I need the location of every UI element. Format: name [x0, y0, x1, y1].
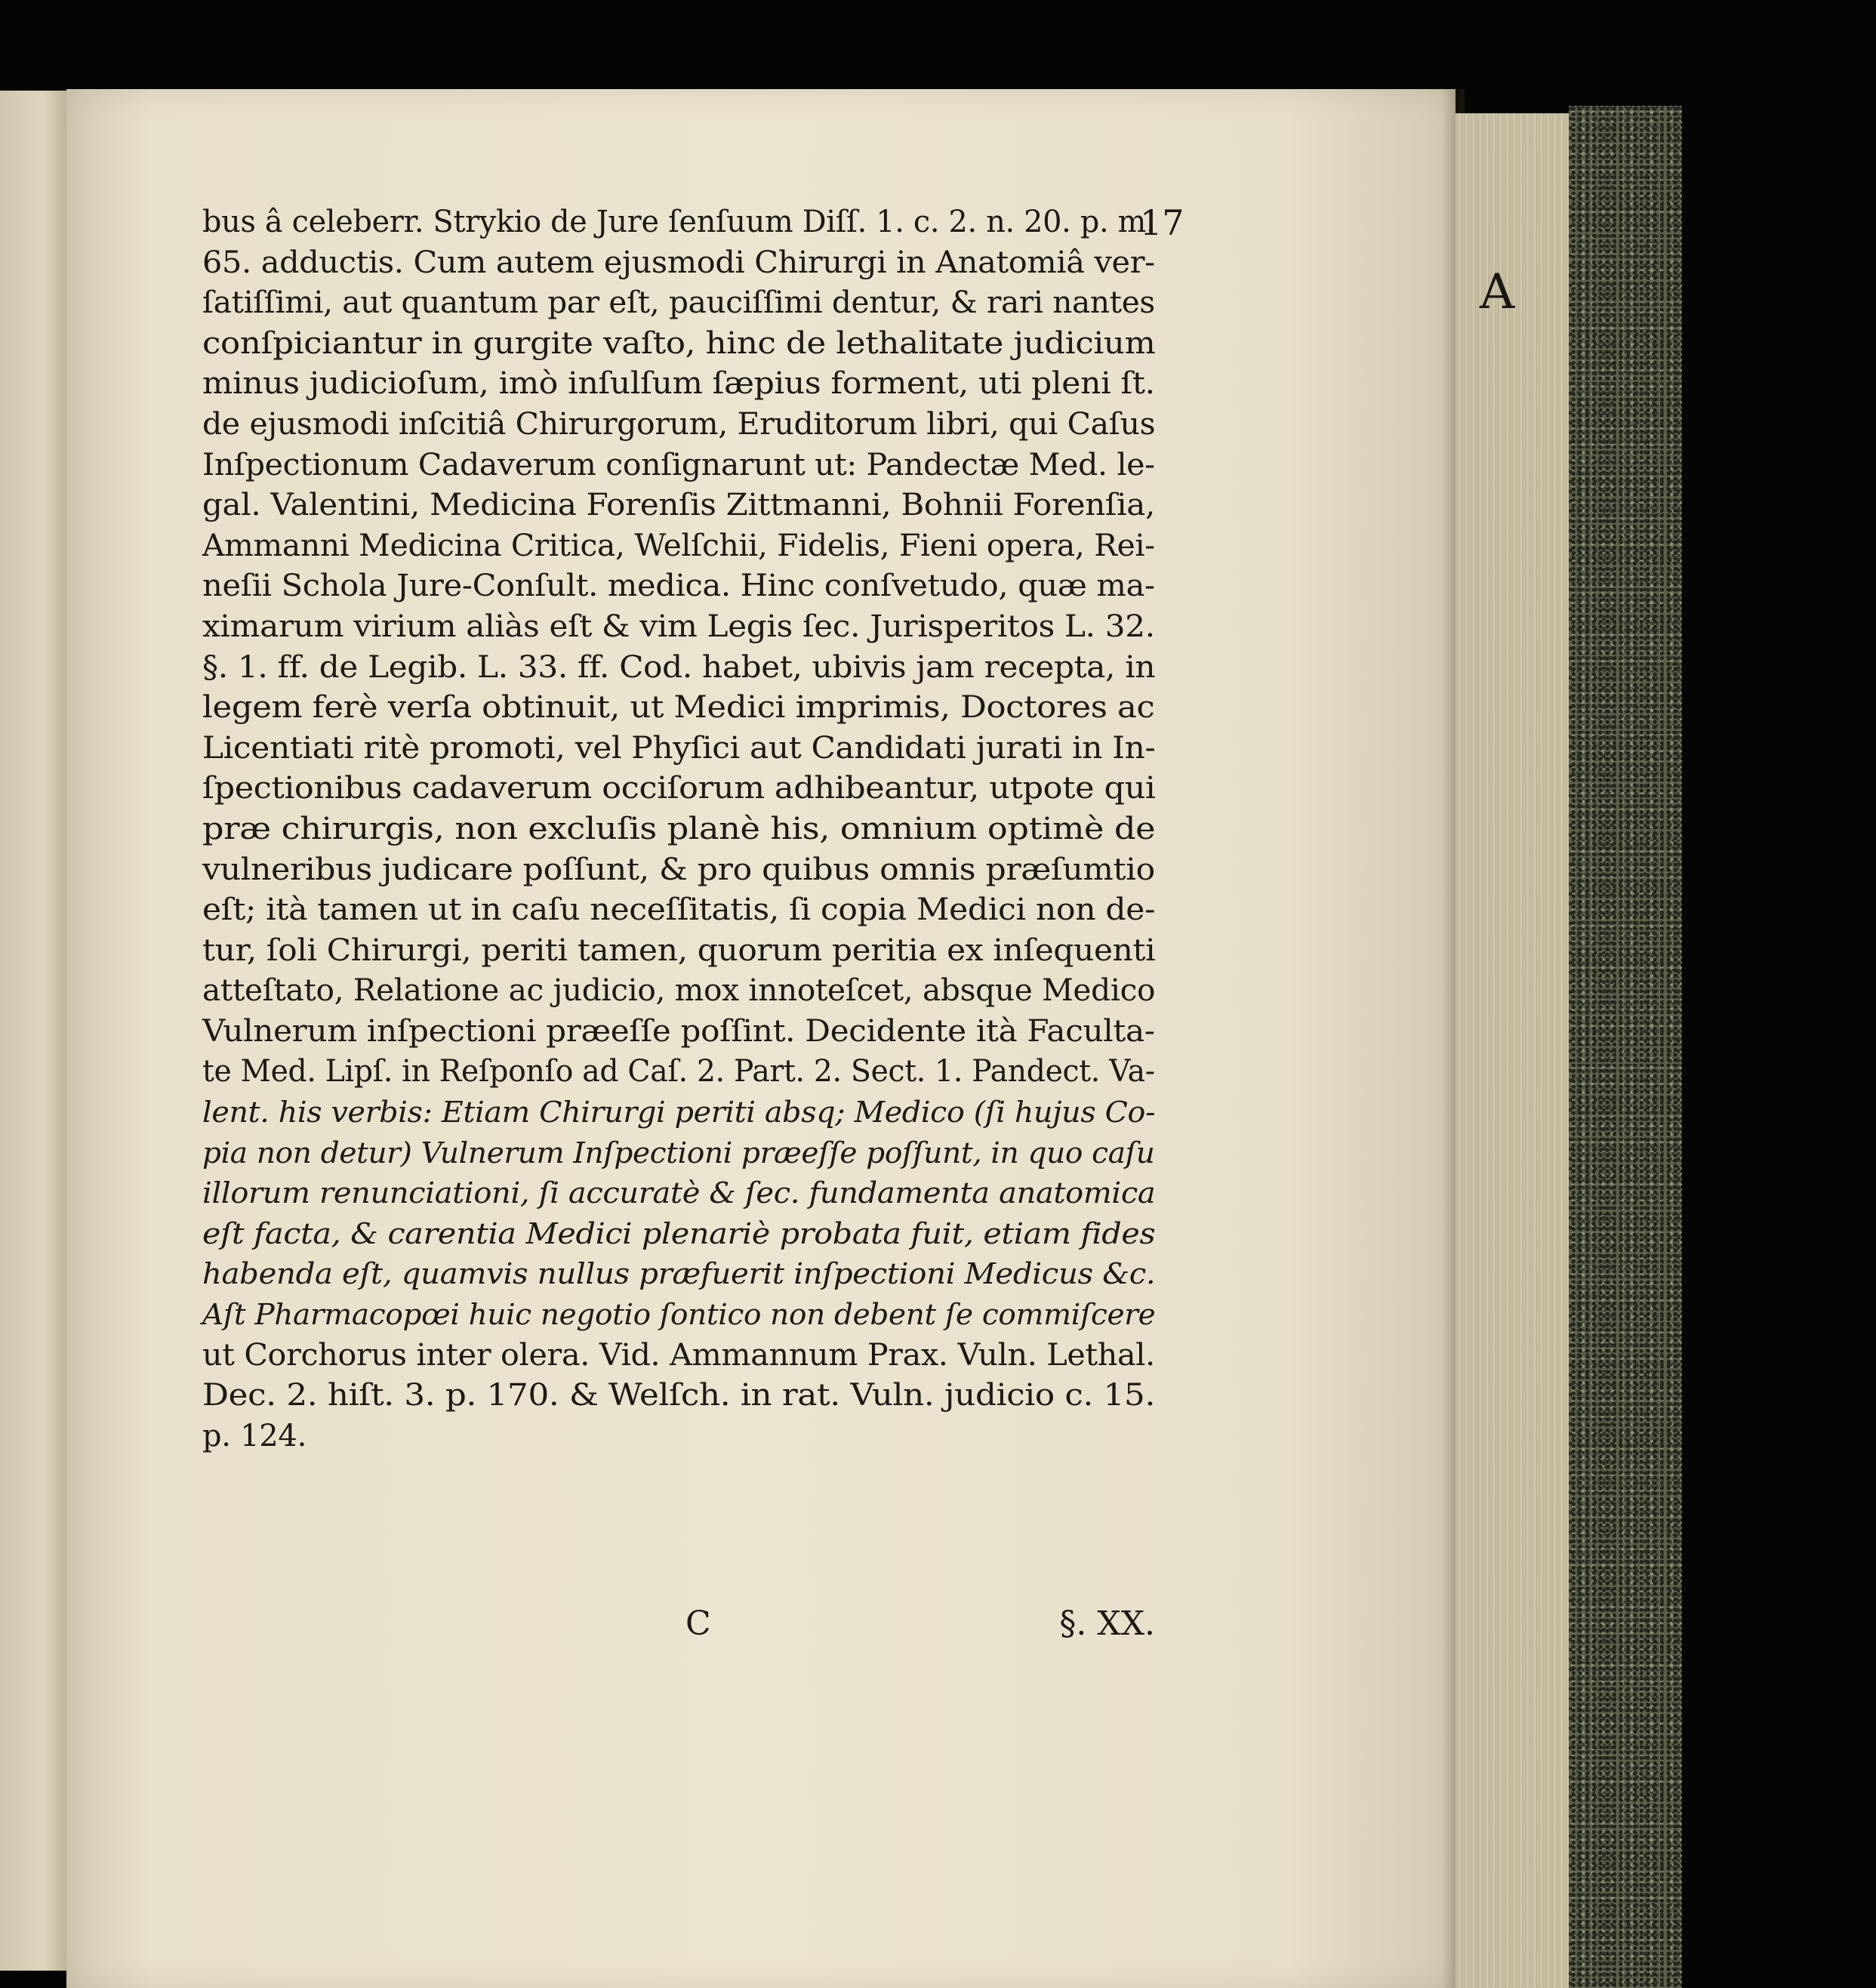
signature-mark: C — [685, 1604, 711, 1643]
text-line: minus judicioſum, imò inſulſum ſæpius forment, uti pleni ſt. — [202, 366, 1155, 402]
text-line: habenda eſt, quamvis nullus præfuerit inſpectioni Medicus &c. — [202, 1257, 1156, 1291]
text-line: Vulnerum inſpectioni præeſſe poſſint. Decidente ità Faculta- — [202, 1013, 1155, 1049]
catchword: §. XX. — [1059, 1604, 1155, 1643]
text-line: Aſt Pharmacopœi huic negotio ſontico non debent ſe commiſcere — [202, 1298, 1156, 1332]
text-line: neſii Schola Jure-Conſult. medica. Hinc conſvetudo, quæ ma- — [202, 569, 1155, 604]
text-line: de ejusmodi inſcitiâ Chirurgorum, Eruditorum libri, qui Caſus — [202, 406, 1156, 442]
text-line: præ chirurgis, non excluſis planè his, omnium optimè de — [202, 811, 1156, 846]
text-line: gal. Valentini, Medicina Forenſis Zittmanni, Bohnii Forenſia, — [202, 488, 1155, 523]
text-line: te Med. Lipſ. in Reſponſo ad Caſ. 2. Part. 2. Sect. 1. Pandect. Va- — [202, 1054, 1155, 1090]
page-number: 17 — [1140, 202, 1184, 243]
text-line: Ammanni Medicina Critica, Welſchii, Fidelis, Fieni opera, Rei- — [202, 528, 1155, 563]
text-line: bus â celeberr. Strykio de Jure ſenſuum Diſſ. 1. c. 2. n. 20. p. m. — [202, 205, 1156, 239]
text-line: illorum renunciationi, ſi accuratè & ſec. fundamenta anatomica — [202, 1176, 1156, 1210]
text-line: legem ferè verſa obtinuit, ut Medici imprimis, Doctores ac — [202, 690, 1155, 726]
edge-tab-letter: A — [1480, 264, 1515, 320]
page-block-edges — [1456, 113, 1569, 1988]
text-line: eſt facta, & carentia Medici plenariè probata fuit, etiam fides — [202, 1216, 1156, 1250]
text-line: Dec. 2. hiſt. 3. p. 170. & Welſch. in rat. Vuln. judicio c. 15. — [202, 1378, 1156, 1413]
text-line: vulneribus judicare poſſunt, & pro quibus omnis præſumtio — [202, 852, 1155, 887]
previous-page-edge — [0, 91, 72, 1971]
text-line: §. 1. ff. de Legib. L. 33. ff. Cod. habet, ubivis jam recepta, in — [202, 649, 1156, 685]
text-line: tur, ſoli Chirurgi, periti tamen, quorum peritia ex inſequenti — [202, 932, 1156, 968]
text-line: ut Corchorus inter olera. Vid. Ammannum Prax. Vuln. Lethal. — [202, 1337, 1155, 1373]
text-line: atteſtato, Relatione ac judicio, mox innoteſcet, absque Medico — [202, 973, 1156, 1009]
page-footer — [202, 1604, 1155, 1657]
text-line: ſatiſſimi, aut quantum par eſt, pauciſſimi dentur, & rari nantes — [202, 285, 1155, 321]
text-line: ſpectionibus cadaverum occiſorum adhibeantur, utpote qui — [202, 771, 1156, 806]
text-line: eſt; ità tamen ut in caſu neceſſitatis, ſi copia Medici non de- — [202, 892, 1156, 928]
text-line: ximarum virium aliàs eſt & vim Legis ſec. Jurisperitos L. 32. — [202, 609, 1155, 644]
text-line: lent. his verbis: Etiam Chirurgi periti absq; Medico (ſi hujus Co- — [202, 1096, 1156, 1130]
text-line: p. 124. — [202, 1418, 307, 1453]
page-text-block — [202, 202, 1184, 1456]
text-line: Inſpectionum Cadaverum conſignarunt ut: Pandectæ Med. le- — [202, 447, 1155, 482]
text-line: 65. adductis. Cum autem ejusmodi Chirurgi in Anatomiâ ver- — [202, 245, 1155, 280]
marbled-cover — [1569, 106, 1682, 1988]
text-line: conſpiciantur in gurgite vaſto, hinc de lethalitate judicium — [202, 325, 1156, 361]
text-line: pia non detur) Vulnerum Inſpectioni præeſſe poſſunt, in quo caſu — [202, 1136, 1155, 1170]
text-line: Licentiati ritè promoti, vel Phyſici aut Candidati jurati in In- — [202, 730, 1156, 766]
